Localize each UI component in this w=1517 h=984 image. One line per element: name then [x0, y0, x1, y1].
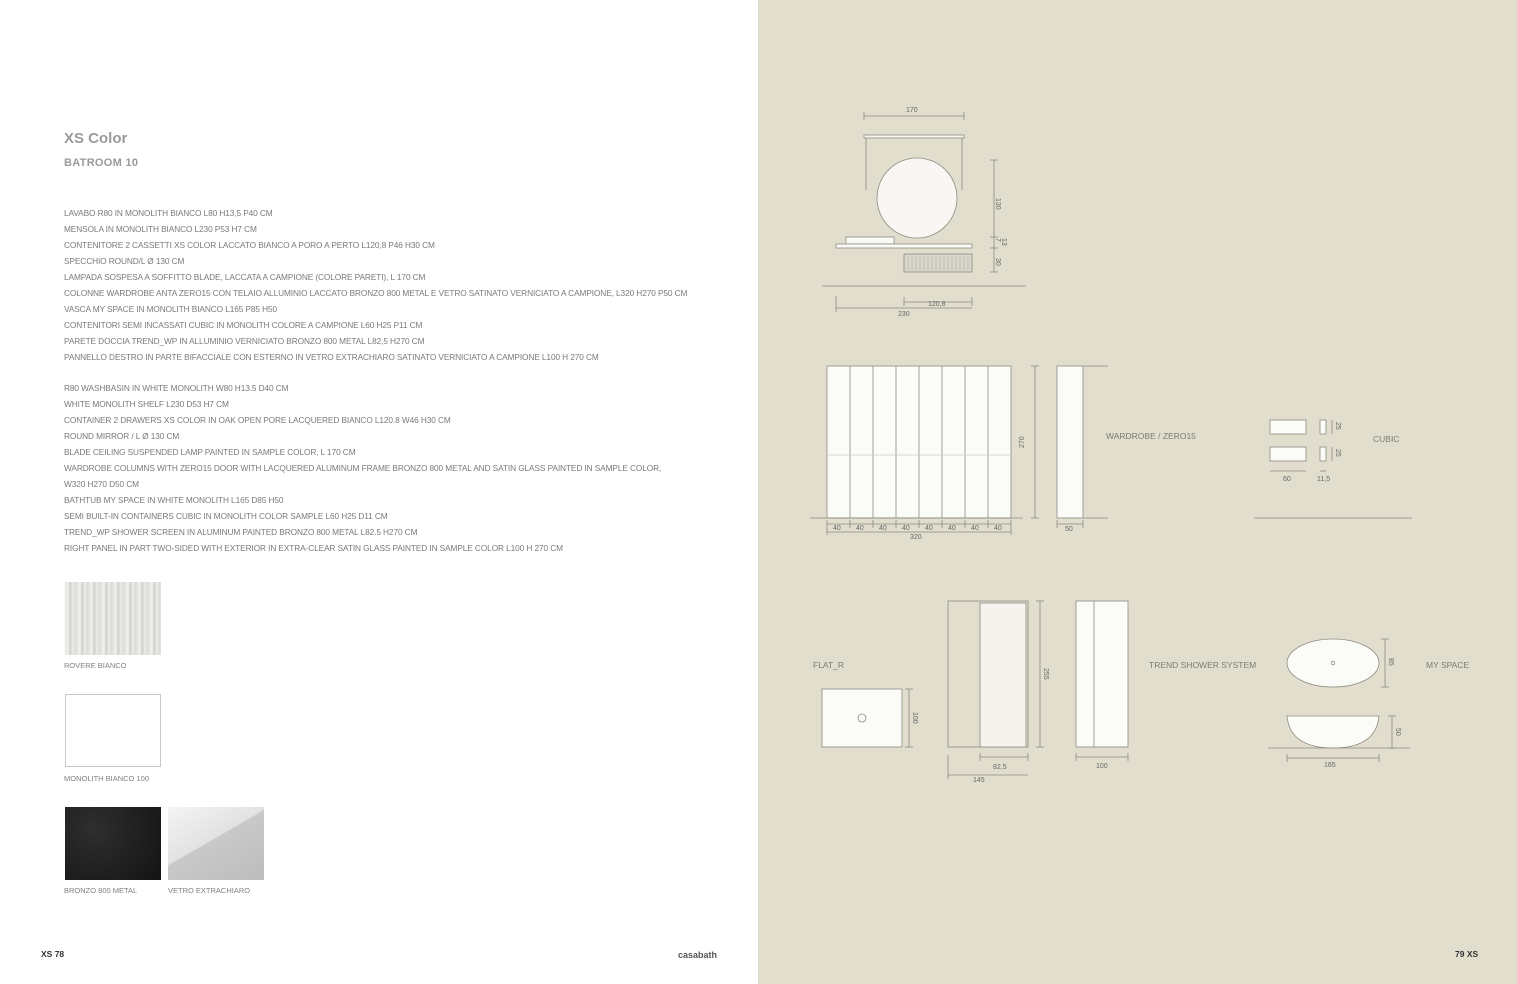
- cubic-label: CUBIC: [1373, 434, 1400, 444]
- dim-label: 82,5: [993, 764, 1007, 771]
- bronzo-metal-swatch: [65, 807, 161, 880]
- dim-label: 40: [879, 525, 887, 532]
- dim-label: 100: [1096, 763, 1108, 770]
- page-subtitle: BATROOM 10: [64, 157, 139, 169]
- desc-line: PARETE DOCCIA TREND_WP IN ALLUMINIO VERNICIATO BRONZO 800 METAL L82,5 H270 CM: [64, 336, 425, 346]
- dim-label: 11,5: [1317, 476, 1331, 483]
- wardrobe-side-view: [1057, 366, 1083, 518]
- bathtub-top-view: [1287, 639, 1379, 687]
- dim-label: 25: [1334, 449, 1341, 457]
- desc-line: ROUND MIRROR / L Ø 130 CM: [64, 431, 180, 441]
- desc-line: TREND_WP SHOWER SCREEN IN ALUMINUM PAINTED BRONZO 800 METAL L82.5 H270 CM: [64, 527, 418, 537]
- dim-label: 120,8: [928, 301, 946, 308]
- dim-label: 40: [925, 525, 933, 532]
- desc-line: R80 WASHBASIN IN WHITE MONOLITH W80 H13.5 D40 CM: [64, 383, 289, 393]
- dim-label: 25: [1334, 422, 1341, 430]
- dim-label: 100: [911, 712, 918, 724]
- brand-logo-text: casabath: [678, 950, 718, 960]
- monolith-bianco-label: MONOLITH BIANCO 100: [64, 774, 150, 783]
- bathtub-side-view: [1287, 716, 1379, 748]
- rovere-bianco-swatch: [65, 582, 161, 655]
- desc-line: SPECCHIO ROUND/L Ø 130 CM: [64, 256, 185, 266]
- dim-label: 270: [1019, 436, 1026, 448]
- dim-label: 60: [1283, 476, 1291, 483]
- dim-label: 7: [994, 238, 1001, 242]
- dim-label: 40: [948, 525, 956, 532]
- dim-label: 30: [994, 258, 1001, 266]
- monolith-bianco-swatch: [65, 694, 161, 767]
- left-page-number: XS 78: [41, 949, 65, 959]
- desc-line: PANNELLO DESTRO IN PARTE BIFACCIALE CON ESTERNO IN VETRO EXTRACHIARO SATINATO VERNICIATO A CAMPIONE L100 H 270 CM: [64, 352, 599, 362]
- wardrobe-label: WARDROBE / ZERO15: [1106, 431, 1196, 441]
- dim-label: 130: [994, 198, 1001, 210]
- vetro-extrachiaro-swatch: [168, 807, 264, 880]
- shower-side-panel: [1076, 601, 1128, 747]
- dim-label: 50: [1394, 728, 1401, 736]
- italian-description: [64, 205, 687, 365]
- desc-line: VASCA MY SPACE IN MONOLITH BIANCO L165 P85 H50: [64, 304, 278, 314]
- dim-label: 40: [833, 525, 841, 532]
- desc-line: LAVABO R80 IN MONOLITH BIANCO L80 H13,5 P40 CM: [64, 208, 273, 218]
- dim-label: 165: [1324, 762, 1336, 769]
- rovere-bianco-label: ROVERE BIANCO: [64, 661, 127, 670]
- dim-label: 13: [1000, 238, 1007, 246]
- dim-label: 230: [898, 311, 910, 318]
- flat-r-label: FLAT_R: [813, 660, 845, 670]
- dim-label: 40: [994, 525, 1002, 532]
- english-description: [64, 380, 661, 556]
- dim-label: 40: [902, 525, 910, 532]
- dim-label: 85: [1387, 658, 1394, 666]
- dim-label: 40: [971, 525, 979, 532]
- desc-line: CONTENITORI SEMI INCASSATI CUBIC IN MONOLITH COLORE A CAMPIONE L60 H25 P11 CM: [64, 320, 423, 330]
- dim-label: 255: [1042, 668, 1049, 680]
- washbasin: [846, 237, 894, 244]
- desc-line: CONTAINER 2 DRAWERS XS COLOR IN OAK OPEN PORE LACQUERED BIANCO L120.8 W46 H30 CM: [64, 415, 451, 425]
- desc-line: W320 H270 D50 CM: [64, 479, 139, 489]
- shelf: [836, 244, 972, 248]
- cubic-container: [1270, 420, 1306, 434]
- cubic-container: [1270, 447, 1306, 461]
- desc-line: COLONNE WARDROBE ANTA ZERO15 CON TELAIO ALLUMINIO LACCATO BRONZO 800 METAL E VETRO SATINATO VERNICIATO A CAMPIONE, L320 H270 P50 CM: [64, 288, 688, 298]
- desc-line: LAMPADA SOSPESA A SOFFITTO BLADE, LACCATA A CAMPIONE (COLORE PARETI), L 170 CM: [64, 272, 426, 282]
- drawer-container: [904, 254, 972, 272]
- desc-line: SEMI BUILT-IN CONTAINERS CUBIC IN MONOLITH COLOR SAMPLE L60 H25 D11 CM: [64, 511, 388, 521]
- right-page-number: 79 XS: [1455, 949, 1479, 959]
- page-title: XS Color: [64, 130, 128, 147]
- bronzo-metal-label: BRONZO 800 METAL: [64, 886, 138, 895]
- right-page: [758, 0, 1517, 984]
- desc-line: WARDROBE COLUMNS WITH ZERO15 DOOR WITH LACQUERED ALUMINUM FRAME BRONZO 800 METAL AND SATIN GLASS PAINTED IN SAMPLE COLOR,: [64, 463, 662, 473]
- desc-line: CONTENITORE 2 CASSETTI XS COLOR LACCATO BIANCO A PORO A PERTO L120,8 P46 H30 CM: [64, 240, 435, 250]
- dim-label: 320: [910, 534, 922, 541]
- trend-shower-label: TREND SHOWER SYSTEM: [1149, 660, 1257, 670]
- dim-label: 40: [856, 525, 864, 532]
- dim-label: 145: [973, 777, 985, 784]
- flat-r-panel: [822, 689, 902, 747]
- desc-line: MENSOLA IN MONOLITH BIANCO L230 P53 H7 CM: [64, 224, 257, 234]
- dim-label: 50: [1065, 526, 1073, 533]
- desc-line: WHITE MONOLITH SHELF L230 D53 H7 CM: [64, 399, 229, 409]
- dim-label: 170: [906, 107, 918, 114]
- left-page: [0, 0, 758, 984]
- my-space-label: MY SPACE: [1426, 660, 1470, 670]
- desc-line: BATHTUB MY SPACE IN WHITE MONOLITH L165 D85 H50: [64, 495, 284, 505]
- round-mirror: [877, 158, 957, 238]
- desc-line: RIGHT PANEL IN PART TWO-SIDED WITH EXTERIOR IN EXTRA-CLEAR SATIN GLASS PAINTED IN SAMPLE COLOR L100 H 270 CM: [64, 543, 563, 553]
- vetro-extrachiaro-label: VETRO EXTRACHIARO: [168, 886, 251, 895]
- desc-line: BLADE CEILING SUSPENDED LAMP PAINTED IN SAMPLE COLOR, L 170 CM: [64, 447, 356, 457]
- technical-drawings: [758, 0, 1517, 984]
- lamp-blade: [864, 135, 964, 138]
